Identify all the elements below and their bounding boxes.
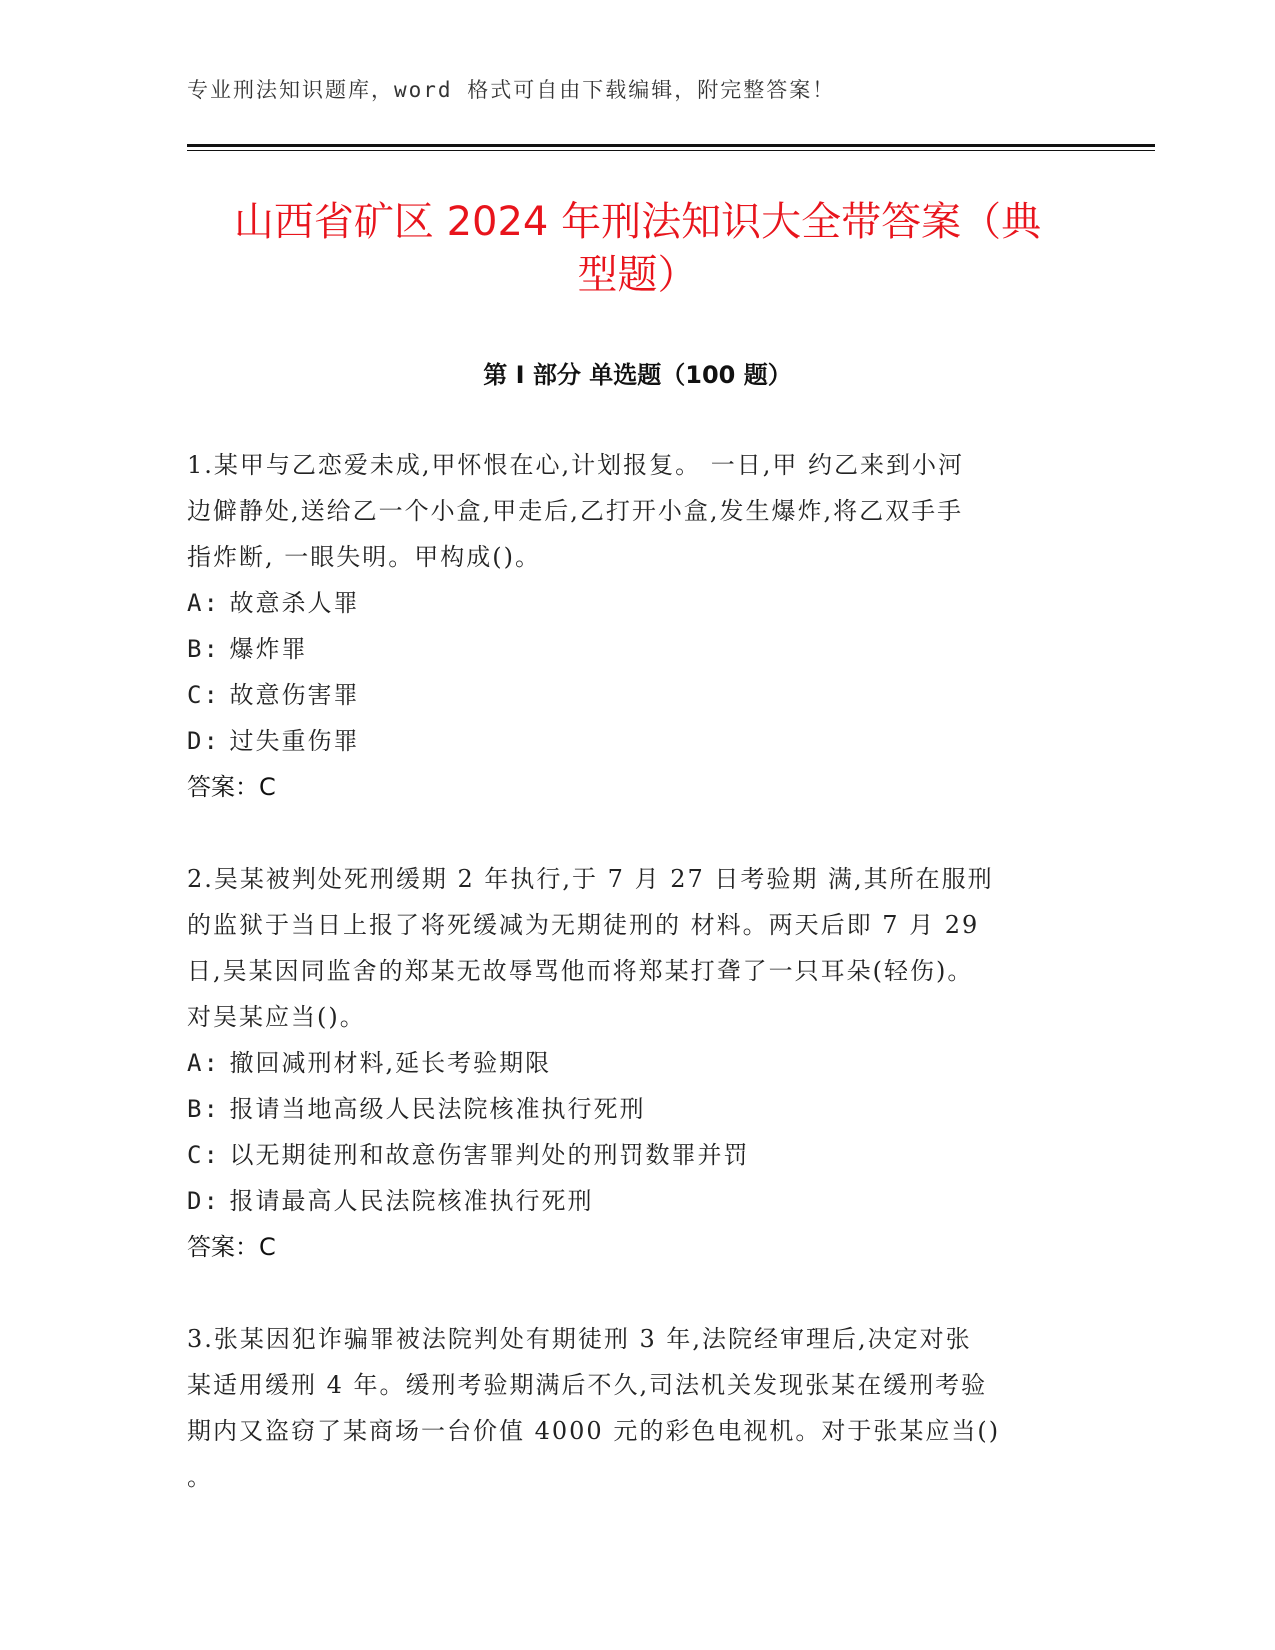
option-text: 报请当地高级人民法院核准执行死刑 bbox=[229, 1095, 646, 1123]
option-text: 爆炸罪 bbox=[229, 635, 308, 663]
question-2 bbox=[187, 856, 1077, 1270]
question-1-stem bbox=[187, 442, 1077, 580]
question-1 bbox=[187, 442, 1077, 810]
option-text: 报请最高人民法院核准执行死刑 bbox=[229, 1187, 594, 1215]
question-2-option-d bbox=[187, 1178, 1077, 1224]
option-letter: B: bbox=[187, 1095, 220, 1123]
option-letter: D: bbox=[187, 1187, 220, 1215]
question-stem-line: 。 bbox=[187, 1463, 213, 1491]
question-2-stem bbox=[187, 856, 1077, 1040]
question-stem-line: 边僻静处,送给乙一个小盒,甲走后,乙打开小盒,发生爆炸,将乙双手手 bbox=[187, 497, 964, 525]
question-stem-line: 日,吴某因同监舍的郑某无故辱骂他而将郑某打聋了一只耳朵(轻伤)。 bbox=[187, 957, 974, 985]
question-2-answer: 答案：C bbox=[187, 1233, 276, 1261]
option-text: 过失重伤罪 bbox=[229, 727, 360, 755]
option-text: 撤回减刑材料,延长考验期限 bbox=[229, 1049, 552, 1077]
option-letter: C: bbox=[187, 1141, 220, 1169]
question-2-option-c bbox=[187, 1132, 1077, 1178]
title-line-1: 山西省矿区 2024 年刑法知识大全带答案（典 bbox=[233, 199, 1042, 245]
question-1-option-b bbox=[187, 626, 1077, 672]
option-letter: B: bbox=[187, 635, 220, 663]
question-list bbox=[187, 442, 1077, 1500]
question-stem-line: 期内又盗窃了某商场一台价值 4000 元的彩色电视机。对于张某应当() bbox=[187, 1417, 1001, 1445]
option-letter: A: bbox=[187, 1049, 220, 1077]
question-stem-line: 1.某甲与乙恋爱未成,甲怀恨在心,计划报复。 一日,甲 约乙来到小河 bbox=[187, 451, 965, 479]
question-1-option-d bbox=[187, 718, 1077, 764]
option-text: 以无期徒刑和故意伤害罪判处的刑罚数罪并罚 bbox=[229, 1141, 750, 1169]
header-divider bbox=[187, 144, 1155, 151]
question-2-option-b bbox=[187, 1086, 1077, 1132]
option-letter: C: bbox=[187, 681, 220, 709]
question-stem-line: 某适用缓刑 4 年。缓刑考验期满后不久,司法机关发现张某在缓刑考验 bbox=[187, 1371, 988, 1399]
document-title bbox=[170, 196, 1105, 302]
question-1-option-a bbox=[187, 580, 1077, 626]
question-1-answer: 答案：C bbox=[187, 773, 276, 801]
question-1-option-c bbox=[187, 672, 1077, 718]
header-note: 专业刑法知识题库，word 格式可自由下载编辑，附完整答案！ bbox=[187, 78, 836, 102]
option-text: 故意杀人罪 bbox=[229, 589, 360, 617]
section-heading: 第 I 部分 单选题（100 题） bbox=[483, 361, 792, 389]
question-spacer bbox=[187, 1270, 1077, 1316]
title-line-2: 型题） bbox=[577, 252, 698, 298]
question-2-option-a bbox=[187, 1040, 1077, 1086]
question-spacer bbox=[187, 810, 1077, 856]
question-stem-line: 指炸断, 一眼失明。甲构成()。 bbox=[187, 543, 541, 571]
option-letter: A: bbox=[187, 589, 220, 617]
question-stem-line: 2.吴某被判处死刑缓期 2 年执行,于 7 月 27 日考验期 满,其所在服刑 bbox=[187, 865, 994, 893]
option-text: 故意伤害罪 bbox=[229, 681, 360, 709]
question-stem-line: 的监狱于当日上报了将死缓减为无期徒刑的 材料。两天后即 7 月 29 bbox=[187, 911, 980, 939]
question-3 bbox=[187, 1316, 1077, 1500]
option-letter: D: bbox=[187, 727, 220, 755]
question-stem-line: 3.张某因犯诈骗罪被法院判处有期徒刑 3 年,法院经审理后,决定对张 bbox=[187, 1325, 972, 1353]
question-3-stem bbox=[187, 1316, 1077, 1500]
question-stem-line: 对吴某应当()。 bbox=[187, 1003, 366, 1031]
